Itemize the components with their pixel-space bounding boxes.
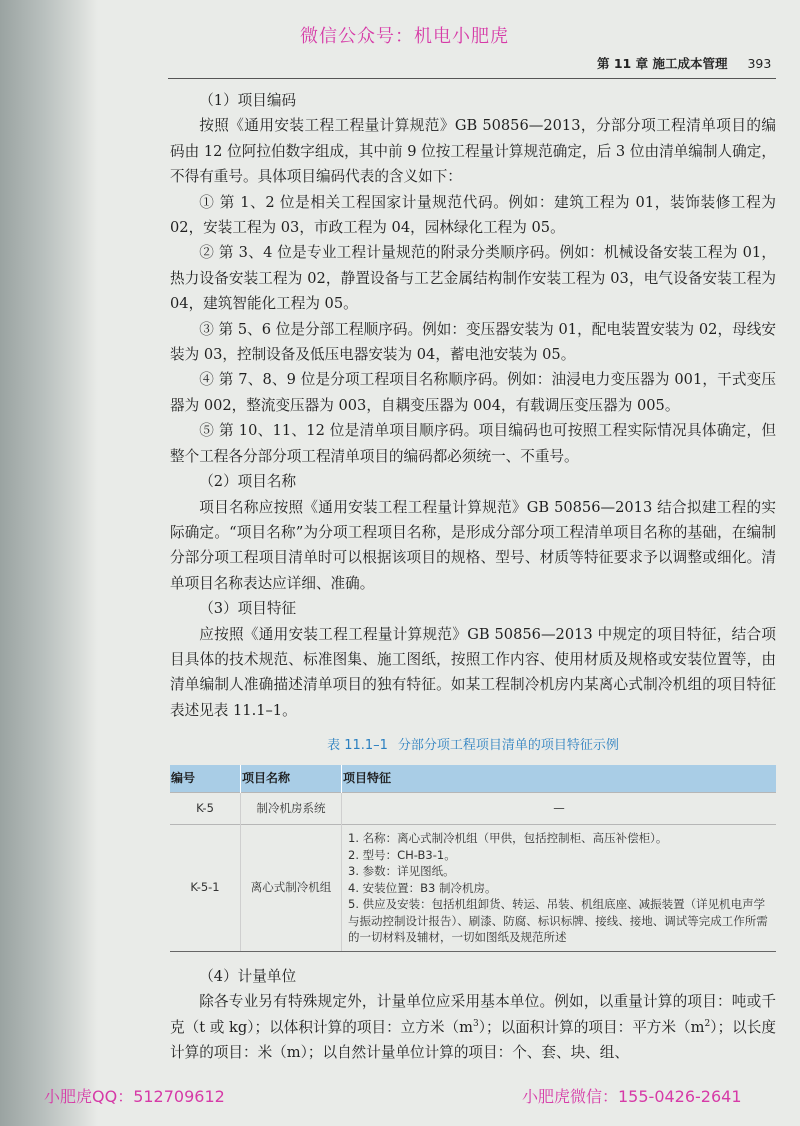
body-paragraph: ④ 第 7、8、9 位是分项工程项目名称顺序码。例如：油浸电力变压器为 001，干式变压器为 002，整流变压器为 003，自耦变压器为 004，有载调压变压器为 005。 xyxy=(170,371,776,414)
watermark-bottom-left: 小肥虎QQ：512709612 xyxy=(44,1087,225,1106)
superscript-3: 3 xyxy=(472,1018,479,1029)
table-body xyxy=(170,792,776,951)
header-rule xyxy=(168,78,776,79)
col-header-features: 项目特征 xyxy=(342,765,777,793)
feature-line: 4. 安装位置：B3 制冷机房。 xyxy=(348,880,497,895)
cell-code: K-5-1 xyxy=(170,825,241,952)
feature-line: 2. 型号：CH-B3-1。 xyxy=(348,847,456,862)
cell-code: K-5 xyxy=(170,792,241,824)
section-heading-unit: （4）计量单位 xyxy=(199,967,297,985)
table-row xyxy=(170,825,776,952)
watermark-bottom-right: 小肥虎微信：155-0426-2641 xyxy=(522,1087,742,1106)
section-heading: （2）项目名称 xyxy=(199,473,297,491)
col-header-code: 编号 xyxy=(170,765,241,793)
feature-line: 1. 名称：离心式制冷机组（甲供，包括控制柜、高压补偿柜）。 xyxy=(348,831,668,846)
unit-text-1: 除各专业另有特殊规定外，计量单位应采用基本单位。例如，以重量计算的项目：吨或千克（t 或 kg）；以体积计算的项目：立方米（m xyxy=(170,993,776,1036)
body-paragraph: 应按照《通用安装工程工程量计算规范》GB 50856—2013 中规定的项目特征，结合项目具体的技术规范、标准图集、施工图纸，按照工作内容、使用材质及规格或安装位置等，由清单编制人准确描述清单项目的独有特征。如某工程制冷机房内某离心式制冷机组的项目特征表述见表 11.1–1。 xyxy=(170,625,776,719)
cell-name: 离心式制冷机组 xyxy=(241,825,342,952)
paragraphs xyxy=(170,88,776,723)
page-number: 393 xyxy=(747,56,772,71)
table-title: 分部分项工程项目清单的项目特征示例 xyxy=(397,738,619,754)
chapter-title: 第 11 章 施工成本管理 xyxy=(597,56,728,71)
table-row xyxy=(170,792,776,824)
section-heading: （3）项目特征 xyxy=(199,600,297,618)
body-paragraph: ③ 第 5、6 位是分部工程顺序码。例如：变压器安装为 01，配电装置安装为 02，母线安装为 03，控制设备及低压电器安装为 04，蓄电池安装为 05。 xyxy=(170,320,776,364)
cell-features xyxy=(342,792,777,824)
unit-text-2: ）；以面积计算的项目：平方米（m xyxy=(478,1018,705,1036)
running-head xyxy=(597,54,771,72)
watermark-top: 微信公众号：机电小肥虎 xyxy=(300,26,509,47)
col-header-name: 项目名称 xyxy=(241,765,342,793)
table-caption xyxy=(170,733,776,758)
table-number: 表 11.1–1 xyxy=(327,738,388,754)
spec-table xyxy=(170,765,776,952)
cell-features xyxy=(342,825,777,952)
section-heading: （1）项目编码 xyxy=(199,92,297,109)
body-paragraph: 项目名称应按照《通用安装工程工程量计算规范》GB 50856—2013 结合拟建工程的实际确定。“项目名称”为分项工程项目名称，是形成分部分项工程清单项目名称的基础，在编制分部分项工程项目清单时可以根据该项目的规格、型号、材质等特征要求予以调整或细化。清单项目名称表达应详细、准确。 xyxy=(170,498,776,592)
feature-line: 3. 参数：详见图纸。 xyxy=(348,864,455,879)
body-paragraph: ⑤ 第 10、11、12 位是清单项目顺序码。项目编码也可按照工程实际情况具体确定，但整个工程各分部分项工程清单项目的编码都必须统一、不重号。 xyxy=(170,422,776,465)
unit-text-3: ）；以长度计算的项目：米（m）；以自然计量单位计算的项目：个、套、块、组、 xyxy=(170,1018,777,1062)
page-body xyxy=(170,88,776,1066)
feature-line: — xyxy=(553,800,565,815)
unit-paragraph xyxy=(170,989,776,1065)
feature-line: 5. 供应及安装：包括机组卸货、转运、吊装、机组底座、减振装置（详见机电声学与振动控制设计报告）、刷漆、防腐、标识标牌、接线、接地、调试等完成工作所需的一切材料及辅材，一切如图纸及规范所述 xyxy=(348,897,768,945)
superscript-2: 2 xyxy=(704,1018,711,1029)
body-paragraph: 按照《通用安装工程工程量计算规范》GB 50856—2013，分部分项工程清单项目的编码由 12 位阿拉伯数字组成，其中前 9 位按工程量计算规范确定，后 3 位由清单编制人确定，不得有重号。具体项目编码代表的含义如下： xyxy=(170,117,776,186)
table-header-row xyxy=(170,765,776,793)
body-paragraph: ② 第 3、4 位是专业工程计量规范的附录分类顺序码。例如：机械设备安装工程为 01，热力设备安装工程为 02，静置设备与工艺金属结构制作安装工程为 03，电气设备安装工程为 04，建筑智能化工程为 05。 xyxy=(170,244,776,313)
cell-name: 制冷机房系统 xyxy=(241,792,342,824)
body-paragraph: ① 第 1、2 位是相关工程国家计量规范代码。例如：建筑工程为 01，装饰装修工程为 02，安装工程为 03，市政工程为 04，园林绿化工程为 05。 xyxy=(170,193,776,237)
